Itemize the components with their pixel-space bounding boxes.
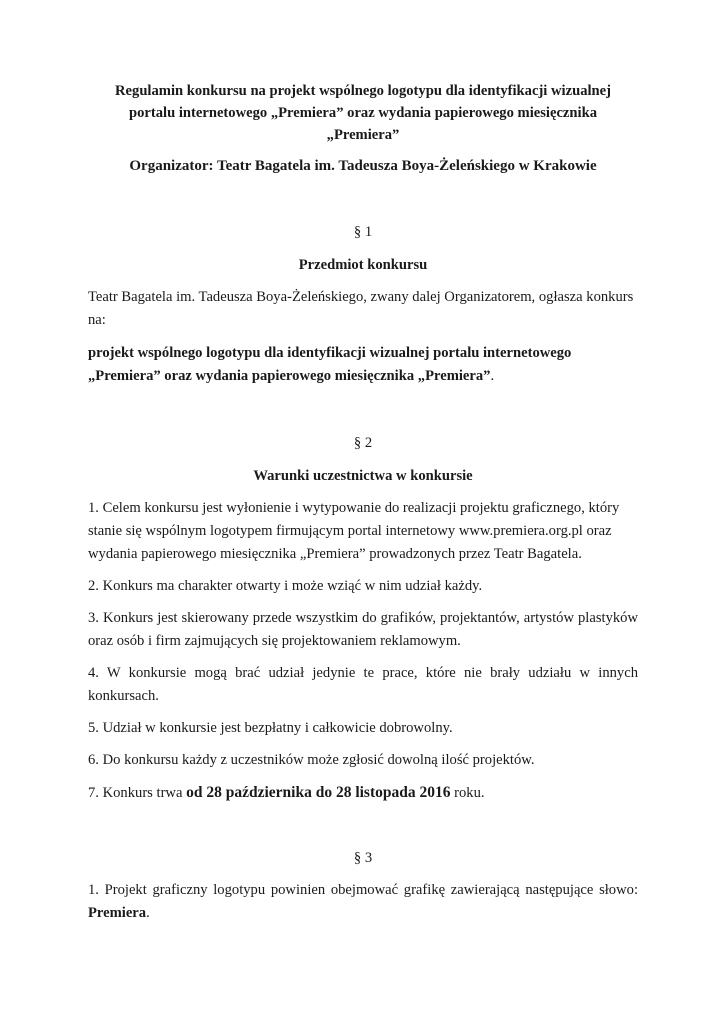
document-title [88, 80, 638, 146]
section-1-subject-end: . [490, 368, 495, 384]
document-page [88, 80, 638, 925]
section-2-item-5: 5. Udział w konkursie jest bezpłatny i całkowicie dobrowolny. [88, 720, 453, 736]
section-3-sign: § 3 [353, 850, 373, 866]
section-2-sign: § 2 [353, 435, 373, 451]
section-1-subject [88, 342, 638, 388]
section-2-item-7 [88, 781, 638, 805]
title-line-2: portalu internetowego „Premiera” oraz wydania papierowego miesięcznika [128, 105, 597, 121]
section-2-item-7-dates: od 28 października do 28 listopada 2016 [186, 784, 451, 801]
title-line-3: „Premiera” [326, 127, 400, 143]
section-3-item-1-bold: Premiera [88, 905, 147, 921]
section-2-item-3: 3. Konkurs jest skierowany przede wszystkim do grafików, projektantów, artystów plastyków oraz osób i firm zajmujących się projektowaniem reklamowym. [88, 610, 638, 649]
title-line-1: Regulamin konkursu na projekt wspólnego logotypu dla identyfikacji wizualnej [115, 83, 611, 99]
section-1-intro: Teatr Bagatela im. Tadeusza Boya-Żeleńskiego, zwany dalej Organizatorem, ogłasza konkurs na: [88, 289, 634, 328]
section-2-item-2: 2. Konkurs ma charakter otwarty i może wziąć w nim udział każdy. [88, 578, 483, 594]
section-3-item-1 [88, 879, 638, 925]
section-3-item-1-end: . [146, 905, 150, 921]
section-2-item-7-start: 7. Konkurs trwa [88, 785, 187, 801]
section-2-item-1: 1. Celem konkursu jest wyłonienie i wytypowanie do realizacji projektu graficznego, który stanie się wspólnym logotypem firmującym portal internetowy www.premiera.org.pl oraz wydania papierowego miesięcznika „Premiera” prowadzonych przez Teatr Bagatela. [88, 500, 620, 562]
section-2-item-6: 6. Do konkursu każdy z uczestników może zgłosić dowolną ilość projektów. [88, 752, 535, 768]
section-2-item-7-end: roku. [450, 785, 485, 801]
section-1-sign: § 1 [353, 224, 373, 240]
section-2-item-4: 4. W konkursie mogą brać udział jedynie te prace, które nie brały udziału w innych konkursach. [88, 665, 638, 704]
section-1-heading: Przedmiot konkursu [298, 257, 428, 273]
section-1-subject-bold: projekt wspólnego logotypu dla identyfikacji wizualnej portalu internetowego „Premiera” oraz wydania papierowego miesięcznika „Premiera” [88, 345, 572, 384]
section-2-heading: Warunki uczestnictwa w konkursie [253, 468, 473, 484]
organizer-line: Organizator: Teatr Bagatela im. Tadeusza Boya-Żeleńskiego w Krakowie [129, 158, 597, 174]
section-3-item-1-start: 1. Projekt graficzny logotypu powinien obejmować grafikę zawierającą następujące słowo: [88, 882, 638, 898]
